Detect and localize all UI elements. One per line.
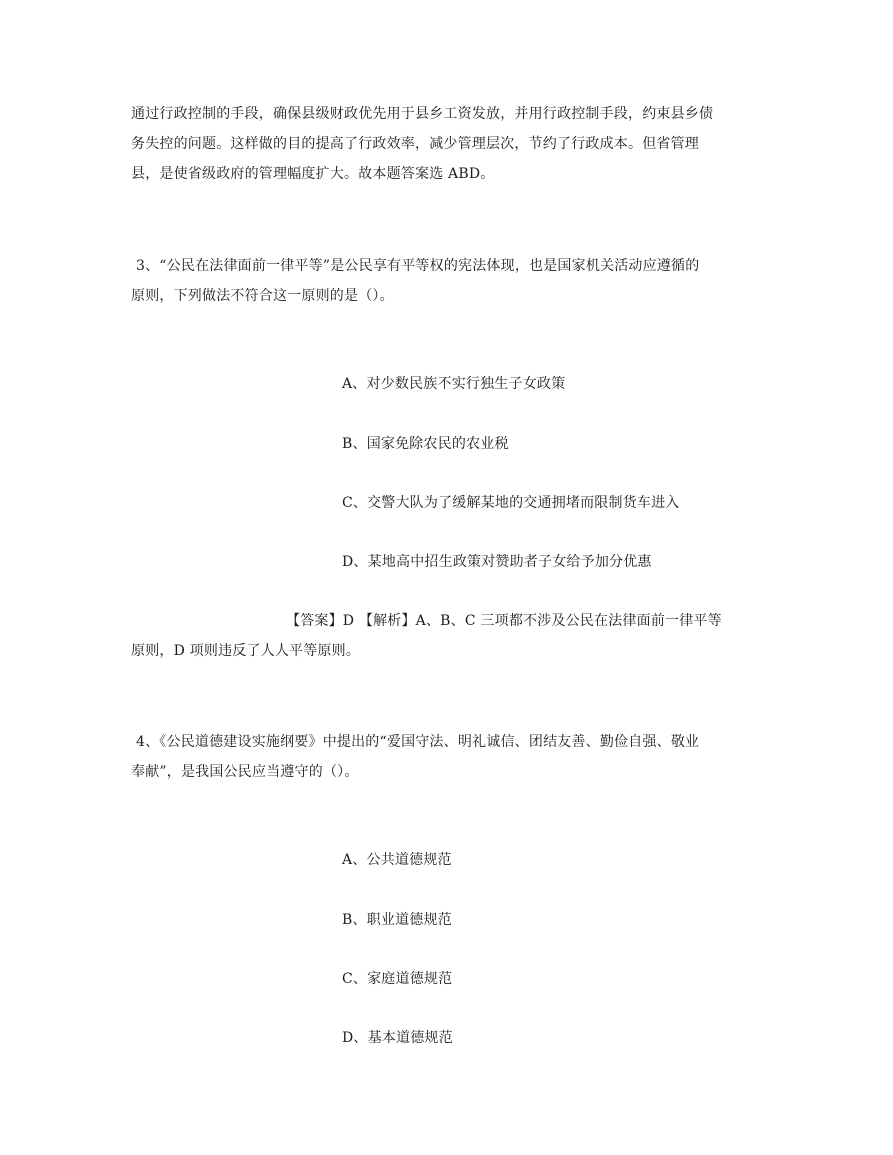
option-b: B、职业道德规范 — [342, 912, 452, 928]
question-line: 3、“公民在法律面前一律平等”是公民享有平等权的宪法体现，也是国家机关活动应遵循的 — [136, 258, 700, 274]
option-b: B、国家免除农民的农业税 — [342, 436, 509, 452]
paragraph-line: 通过行政控制的手段，确保县级财政优先用于县乡工资发放，并用行政控制手段，约束县乡债 — [131, 106, 714, 122]
option-d: D、基本道德规范 — [342, 1030, 453, 1046]
option-c: C、交警大队为了缓解某地的交通拥堵而限制货车进入 — [342, 495, 680, 511]
question-line: 原则，下列做法不符合这一原则的是（）。 — [131, 288, 394, 304]
question-line: 奉献”，是我国公民应当遵守的（）。 — [131, 764, 359, 780]
answer-explanation: 原则，D 项则违反了人人平等原则。 — [131, 643, 361, 659]
paragraph-line: 县，是使省级政府的管理幅度扩大。故本题答案选 ABD。 — [131, 166, 495, 182]
option-d: D、某地高中招生政策对赞助者子女给予加分优惠 — [342, 554, 652, 570]
option-a: A、公共道德规范 — [342, 852, 452, 868]
answer-explanation: 【答案】D 【解析】A、B、C 三项都不涉及公民在法律面前一律平等 — [286, 613, 722, 629]
option-a: A、对少数民族不实行独生子女政策 — [342, 376, 566, 392]
paragraph-line: 务失控的问题。这样做的目的提高了行政效率，减少管理层次，节约了行政成本。但省管理 — [131, 136, 699, 152]
question-line: 4、《公民道德建设实施纲要》中提出的“爱国守法、明礼诚信、团结友善、勤俭自强、敬业 — [136, 734, 700, 750]
option-c: C、家庭道德规范 — [342, 971, 453, 987]
